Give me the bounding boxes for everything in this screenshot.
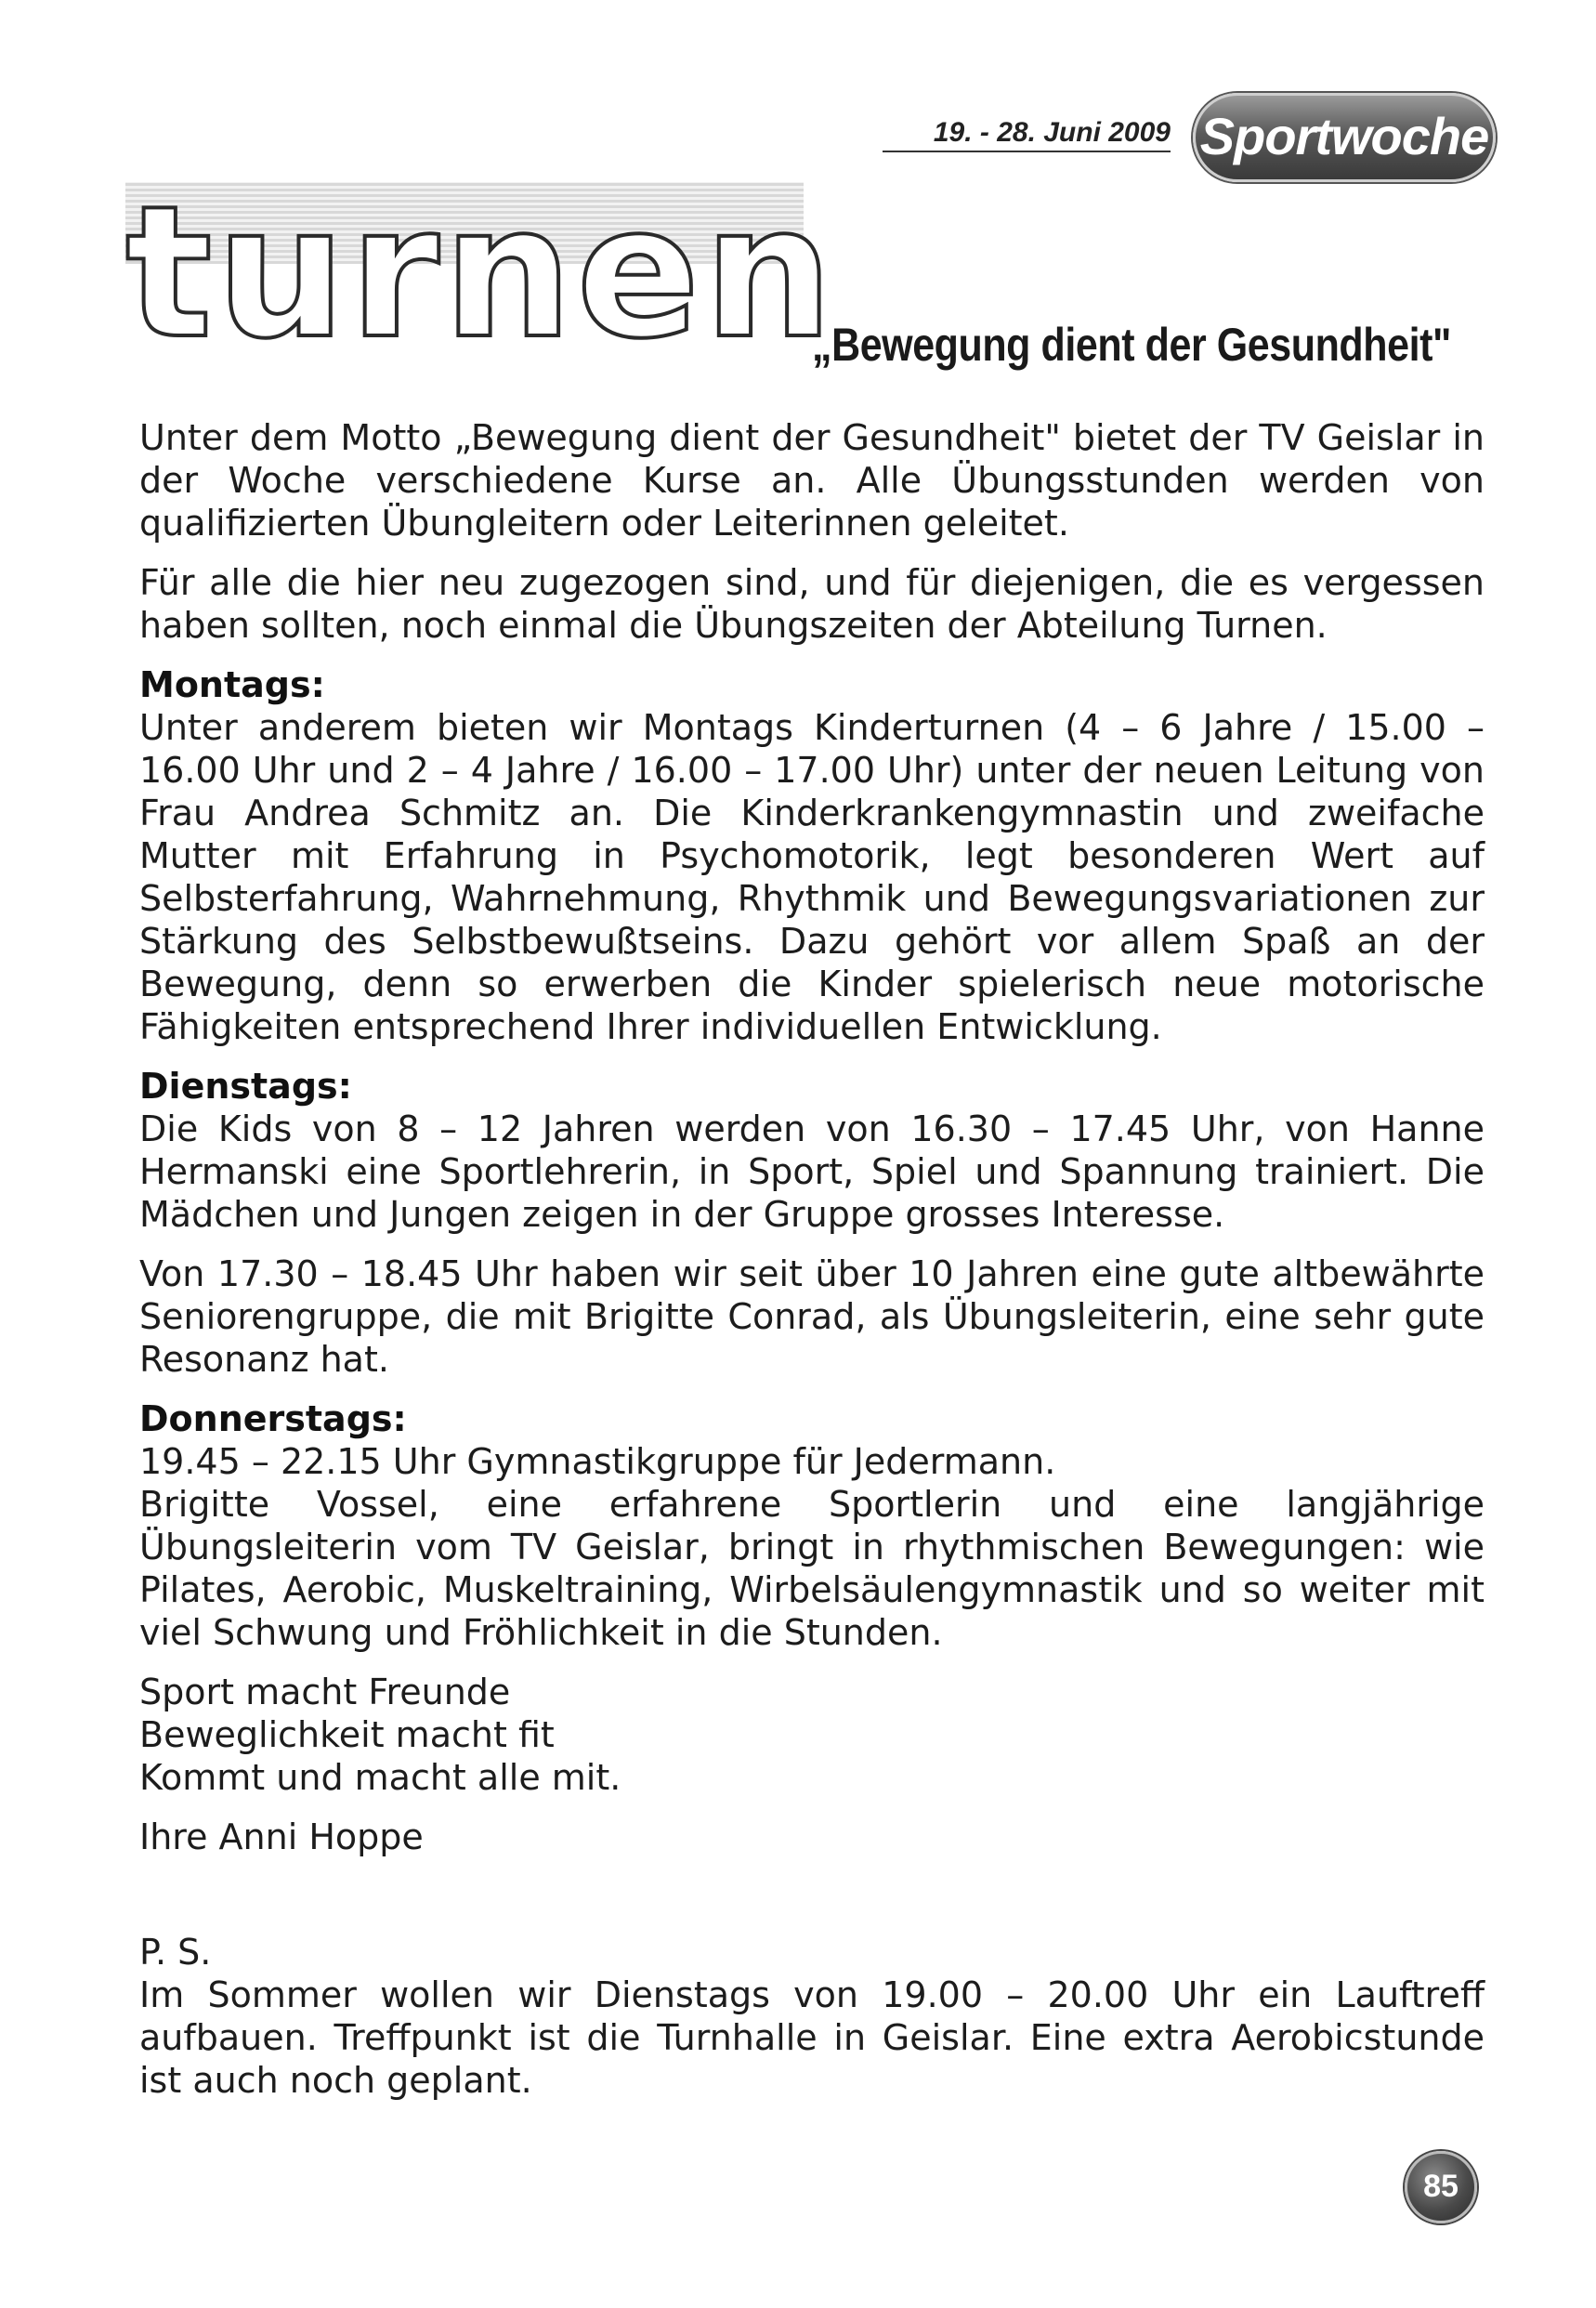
dienstags-heading: Dienstags: [139,1066,352,1107]
page-number-badge: 85 [1405,2151,1477,2223]
article-body [139,416,1485,2118]
dienstags-paragraph-2: Von 17.30 – 18.45 Uhr haben wir seit über 10 Jahren eine gute altbewährte Seniorengruppe, die mit Brigitte Conrad, als Übungsleiterin, eine sehr gute Resonanz hat. [139,1253,1485,1380]
donnerstags-paragraph: Brigitte Vossel, eine erfahrene Sportlerin und eine langjährige Übungsleiterin vom TV Geislar, bringt in rhythmischen Bewegungen: wie Pilates, Aerobic, Muskeltraining, Wirbelsäulengymnastik und so weiter mit viel Schwung und Fröhlichkeit in die Stunden. [139,1484,1485,1653]
spacer [139,1875,1485,1931]
montags-paragraph: Unter anderem bieten wir Montags Kinderturnen (4 – 6 Jahre / 15.00 – 16.00 Uhr und 2 – 4 Jahre / 16.00 – 17.00 Uhr) unter der neuen Leitung von Frau Andrea Schmitz an. Die Kinderkrankengymnastin und zweifache Mutter mit Erfahrung in Psychomotorik, legt besonderen Wert auf Selbsterfahrung, Wahrnehmung, Rhythmik und Bewegungsvariationen zur Stärkung des Selbstbewußtseins. Dazu gehört vor allem Spaß an der Bewegung, denn so erwerben die Kinder spielerisch neue motorische Fähigkeiten entsprechend Ihrer individuellen Entwicklung. [139,707,1485,1047]
section-label-badge: Sportwoche [1193,93,1496,182]
slogan-line-1: Sport macht Freunde [139,1672,511,1712]
header-date-range: 19. - 28. Juni 2009 [883,117,1171,152]
montags-heading: Montags: [139,664,325,705]
intro-paragraph-2: Für alle die hier neu zugezogen sind, und für diejenigen, die es vergessen haben sollten, noch einmal die Übungszeiten der Abteilung Turnen. [139,562,1485,646]
signature: Ihre Anni Hoppe [139,1816,424,1857]
ps-label: P. S. [139,1932,212,1973]
intro-paragraph-1: Unter dem Motto „Bewegung dient der Gesundheit" bietet der TV Geislar in der Woche verschiedene Kurse an. Alle Übungsstunden werden von qualifizierten Übungleitern oder Leiterinnen geleitet. [139,417,1485,544]
donnerstags-time: 19.45 – 22.15 Uhr Gymnastikgruppe für Jedermann. [139,1441,1056,1482]
page-title: turnen [125,167,837,379]
ps-paragraph: Im Sommer wollen wir Dienstags von 19.00 – 20.00 Uhr ein Lauftreff aufbauen. Treffpunkt ist die Turnhalle in Geislar. Eine extra Aerobicstunde ist auch noch geplant. [139,1974,1485,2101]
slogan-line-3: Kommt und macht alle mit. [139,1757,621,1798]
dienstags-paragraph-1: Die Kids von 8 – 12 Jahren werden von 16.30 – 17.45 Uhr, von Hanne Hermanski eine Sportlehrerin, in Sport, Spiel und Spannung trainiert. Die Mädchen und Jungen zeigen in der Gruppe grosses Interesse. [139,1108,1485,1235]
slogan-line-2: Beweglichkeit macht fit [139,1714,555,1755]
donnerstags-heading: Donnerstags: [139,1398,407,1439]
page-subtitle: „Bewegung dient der Gesundheit" [812,319,1451,371]
